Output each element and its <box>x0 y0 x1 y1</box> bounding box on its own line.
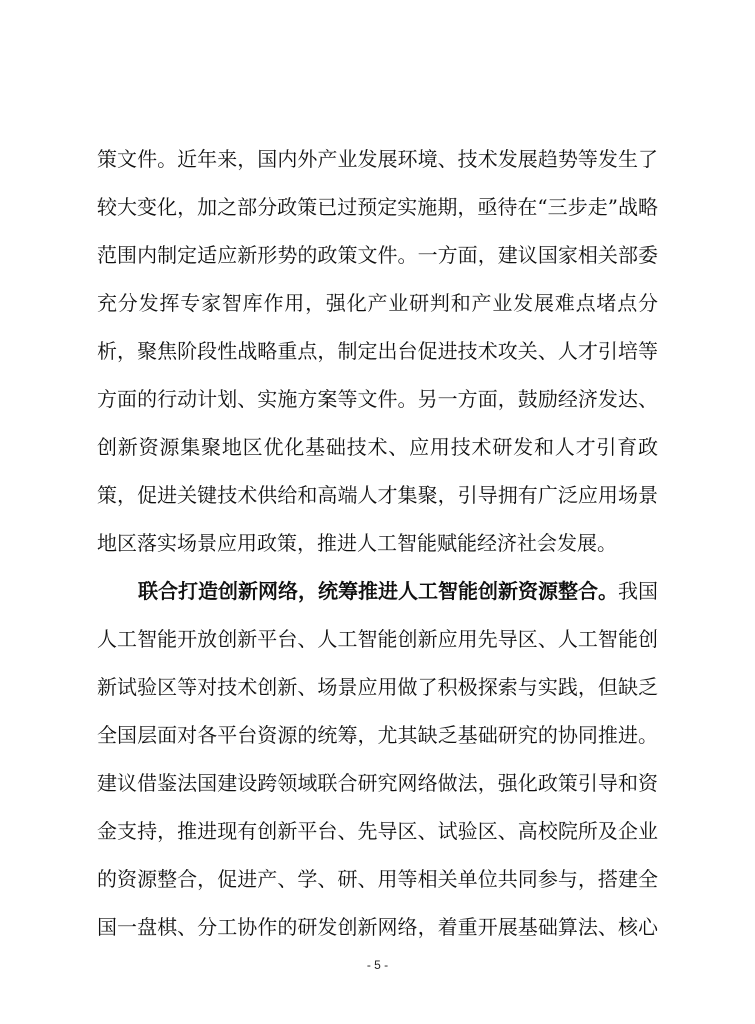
text-line: 的资源整合，促进产、学、研、用等相关单位共同参与，搭建全 <box>97 867 658 891</box>
text-line: 创新资源集聚地区优化基础技术、应用技术研发和人才引育政 <box>97 435 658 459</box>
text-line: 析，聚焦阶段性战略重点，制定出台促进技术攻关、人才引培等 <box>97 339 658 363</box>
text-line: 新试验区等对技术创新、场景应用做了积极探索与实践，但缺乏 <box>97 675 658 699</box>
paragraph-first-line <box>138 577 658 605</box>
text-line: 地区落实场景应用政策，推进人工智能赋能经济社会发展。 <box>97 531 617 555</box>
text-line: 建议借鉴法国建设跨领域联合研究网络做法，强化政策引导和资 <box>97 771 658 795</box>
text-line: 国一盘棋、分工协作的研发创新网络，着重开展基础算法、核心 <box>97 915 658 939</box>
page-number: - 5 - <box>366 958 389 972</box>
paragraph-heading: 联合打造创新网络，统筹推进人工智能创新资源整合。 <box>138 579 618 603</box>
text-line: 方面的行动计划、实施方案等文件。另一方面，鼓励经济发达、 <box>97 387 658 411</box>
text-line: 较大变化，加之部分政策已过预定实施期，亟待在“三步走”战略 <box>97 195 658 219</box>
text-line: 范围内制定适应新形势的政策文件。一方面，建议国家相关部委 <box>97 243 658 267</box>
text-line: 人工智能开放创新平台、人工智能创新应用先导区、人工智能创 <box>97 627 658 651</box>
text-run: 我国 <box>618 579 658 603</box>
text-line: 充分发挥专家智库作用，强化产业研判和产业发展难点堵点分 <box>97 291 658 315</box>
text-line: 策，促进关键技术供给和高端人才集聚，引导拥有广泛应用场景 <box>97 483 658 507</box>
text-line: 全国层面对各平台资源的统筹，尤其缺乏基础研究的协同推进。 <box>97 723 658 747</box>
text-line: 策文件。近年来，国内外产业发展环境、技术发展趋势等发生了 <box>97 147 658 171</box>
text-line: 金支持，推进现有创新平台、先导区、试验区、高校院所及企业 <box>97 819 658 843</box>
